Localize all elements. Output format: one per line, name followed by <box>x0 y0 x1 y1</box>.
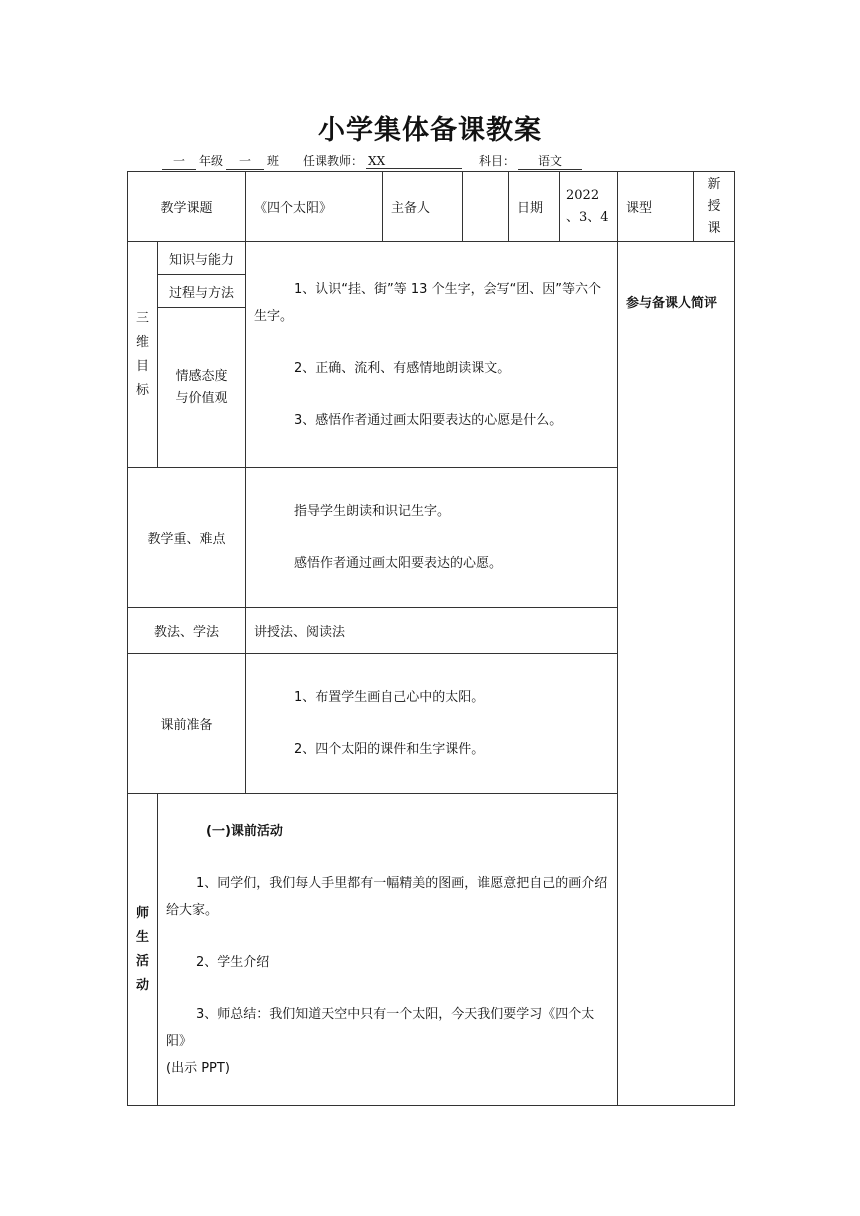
methods-value: 讲授法、阅读法 <box>246 608 618 654</box>
preparation-label: 课前准备 <box>128 654 246 794</box>
grade-label: 年级 <box>199 154 224 168</box>
goal-emotion-line-1: 情感态度 <box>175 368 228 384</box>
goal-line-1: 1、认识“挂、街”等 13 个生字，会写“团、因”等六个 <box>294 281 602 297</box>
key-points-label: 教学重、难点 <box>128 468 246 608</box>
review-label: 参与备课人简评 <box>626 296 718 311</box>
goals-label: 三维目标 <box>128 242 158 468</box>
preparer-value <box>463 172 509 242</box>
teacher-value: XX <box>366 154 462 169</box>
key-point-line-1: 指导学生朗读和识记生字。 <box>294 504 451 519</box>
teacher-label: 任课教师： <box>303 154 364 168</box>
class-label: 班 <box>267 154 280 168</box>
activity-line-1: 1、同学们，我们每人手里都有一幅精美的图画，谁愿意把自己的画介绍 <box>196 875 608 891</box>
type-label: 课型 <box>618 172 694 242</box>
methods-label: 教法、学法 <box>128 608 246 654</box>
topic-value: 《四个太阳》 <box>246 172 383 242</box>
lesson-plan-table <box>127 171 735 1106</box>
goal-line-1-cont: 生字。 <box>254 308 294 324</box>
header-info-line <box>162 152 582 170</box>
activity-line-3: 3、师总结：我们知道天空中只有一个太阳，今天我们要学习《四个太阳》 <box>166 1006 595 1049</box>
preparation-content <box>246 654 618 794</box>
goals-content <box>246 242 618 468</box>
activity-line-2: 2、学生介绍 <box>196 954 270 970</box>
preparation-line-1: 1、布置学生画自己心中的太阳。 <box>294 690 485 705</box>
preparation-line-2: 2、四个太阳的课件和生字课件。 <box>294 742 485 757</box>
subject-label: 科目： <box>479 154 516 168</box>
date-value: 2022 、3、4 <box>560 172 618 242</box>
grade-value: 一 <box>162 152 196 170</box>
subject-value: 语文 <box>518 152 582 170</box>
review-column <box>618 242 735 1106</box>
topic-label: 教学课题 <box>128 172 246 242</box>
date-label: 日期 <box>509 172 560 242</box>
goal-process-label: 过程与方法 <box>158 275 246 308</box>
goal-line-3: 3、感悟作者通过画太阳要表达的心愿是什么。 <box>294 412 563 428</box>
activity-line-3-cont: (出示 PPT) <box>166 1060 230 1076</box>
lesson-info-row <box>128 172 735 242</box>
key-point-line-2: 感悟作者通过画太阳要表达的心愿。 <box>294 556 503 571</box>
activities-content <box>158 794 618 1106</box>
type-value: 新授课 <box>694 172 735 242</box>
goal-emotion-line-2: 与价值观 <box>175 390 228 406</box>
goal-emotion-label <box>158 308 246 468</box>
activity-line-1-cont: 给大家。 <box>166 902 219 918</box>
document-title: 小学集体备课教案 <box>318 115 542 146</box>
key-points-content <box>246 468 618 608</box>
goal-line-2: 2、正确、流利、有感情地朗读课文。 <box>294 360 511 376</box>
activities-label: 师生活动 <box>128 794 158 1106</box>
activities-heading: (一)课前活动 <box>206 823 283 839</box>
goal-knowledge-label: 知识与能力 <box>158 242 246 275</box>
class-value: 一 <box>226 152 264 170</box>
preparer-label: 主备人 <box>383 172 463 242</box>
